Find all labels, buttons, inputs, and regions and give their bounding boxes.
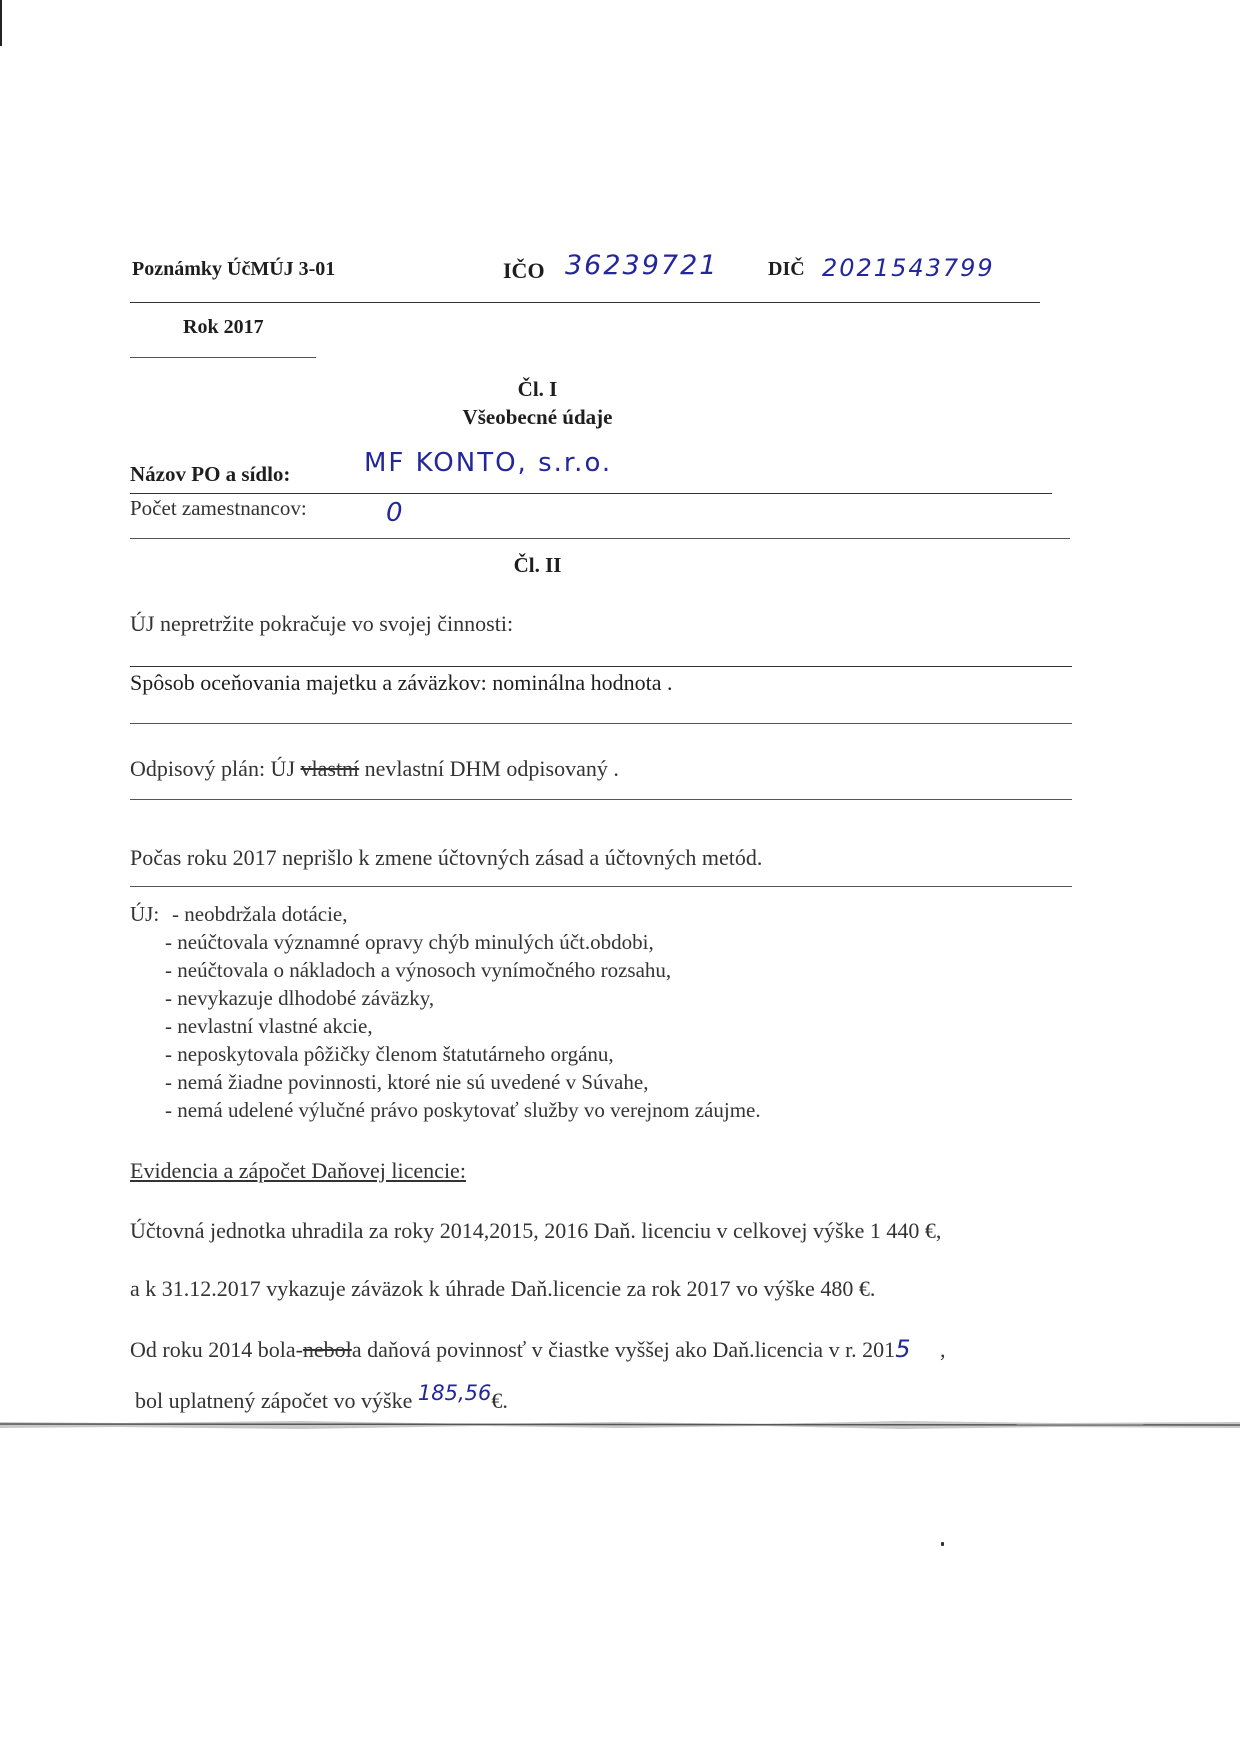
header-rule xyxy=(130,302,1040,303)
license-paragraph-3 xyxy=(130,1335,945,1363)
continuity-rule xyxy=(130,666,1072,667)
accounting-change-text: Počas roku 2017 neprišlo k zmene účtovných zásad a účtovných metód. xyxy=(130,845,763,870)
article2-heading: Čl. II xyxy=(513,553,562,577)
valuation-text: Spôsob oceňovania majetku a záväzkov: nominálna hodnota . xyxy=(130,670,673,695)
form-title: Poznámky ÚčMÚJ 3-01 xyxy=(132,258,336,280)
torn-page-edge xyxy=(0,1418,1240,1432)
continuity-text: ÚJ nepretržite pokračuje vo svojej činnosti: xyxy=(130,611,514,636)
license-p3-suffix: , xyxy=(939,1337,946,1362)
depreciation-text xyxy=(130,756,619,782)
uj-item: - neobdržala dotácie, xyxy=(172,902,348,926)
accounting-change-rule xyxy=(130,886,1072,887)
license-p3-hand: 5 xyxy=(895,1335,913,1363)
ico-value: 36239721 xyxy=(565,250,719,281)
depreciation-suffix: nevlastní DHM odpisovaný . xyxy=(364,756,619,781)
depreciation-prefix: Odpisový plán: ÚJ xyxy=(130,756,295,781)
company-name-rule xyxy=(130,493,1052,494)
license-p4-prefix: bol uplatnený zápočet vo výške xyxy=(135,1388,413,1413)
license-paragraph-2: a k 31.12.2017 vykazuje záväzok k úhrade Daň.licencie za rok 2017 vo výške 480 €. xyxy=(130,1276,876,1301)
year-label: Rok 2017 xyxy=(183,316,264,338)
company-name-label: Názov PO a sídlo: xyxy=(130,462,291,486)
license-p4-suffix: €. xyxy=(491,1388,508,1413)
article1-subheading: Všeobecné údaje xyxy=(462,405,613,429)
uj-item: - neúčtovala o nákladoch a výnosoch vynímočného rozsahu, xyxy=(165,958,672,982)
license-p3-struck: nebol xyxy=(302,1337,352,1362)
depreciation-struck: vlastní xyxy=(300,756,360,781)
uj-item: - nemá udelené výlučné právo poskytovať služby vo verejnom záujme. xyxy=(165,1098,761,1122)
company-name-value: MF KONTO, s.r.o. xyxy=(364,448,613,478)
scan-edge-mark xyxy=(0,0,2,46)
employees-value: 0 xyxy=(386,498,405,528)
license-p3-middle: a daňová povinnosť v čiastke vyššej ako Daň.licencia v r. 201 xyxy=(351,1337,896,1362)
uj-item: - nevykazuje dlhodobé záväzky, xyxy=(165,986,435,1010)
year-underline xyxy=(130,357,316,358)
license-p4-hand: 185,56 xyxy=(417,1381,492,1405)
employees-label: Počet zamestnancov: xyxy=(130,496,307,520)
uj-item: - nemá žiadne povinnosti, ktoré nie sú uvedené v Súvahe, xyxy=(165,1070,649,1094)
valuation-rule xyxy=(130,723,1072,724)
dic-value: 2021543799 xyxy=(822,254,995,282)
uj-item: - nevlastní vlastné akcie, xyxy=(165,1014,373,1038)
uj-item: - neúčtovala významné opravy chýb minulých účt.obdobi, xyxy=(165,930,654,954)
uj-item: - neposkytovala pôžičky členom štatutárneho orgánu, xyxy=(165,1042,614,1066)
employees-rule xyxy=(130,538,1070,539)
uj-prefix: ÚJ: xyxy=(130,902,160,926)
dic-label: DIČ xyxy=(768,258,805,280)
license-paragraph-4 xyxy=(135,1381,508,1414)
article1-heading: Čl. I xyxy=(517,377,558,401)
scan-dust-speck xyxy=(941,1542,944,1546)
depreciation-rule xyxy=(130,799,1072,800)
license-heading: Evidencia a zápočet Daňovej licencie: xyxy=(130,1158,466,1183)
ico-label: IČO xyxy=(503,258,545,283)
license-paragraph-1: Účtovná jednotka uhradila za roky 2014,2015, 2016 Daň. licenciu v celkovej výške 1 440 €, xyxy=(130,1218,942,1243)
license-p3-prefix: Od roku 2014 bola- xyxy=(130,1337,303,1362)
